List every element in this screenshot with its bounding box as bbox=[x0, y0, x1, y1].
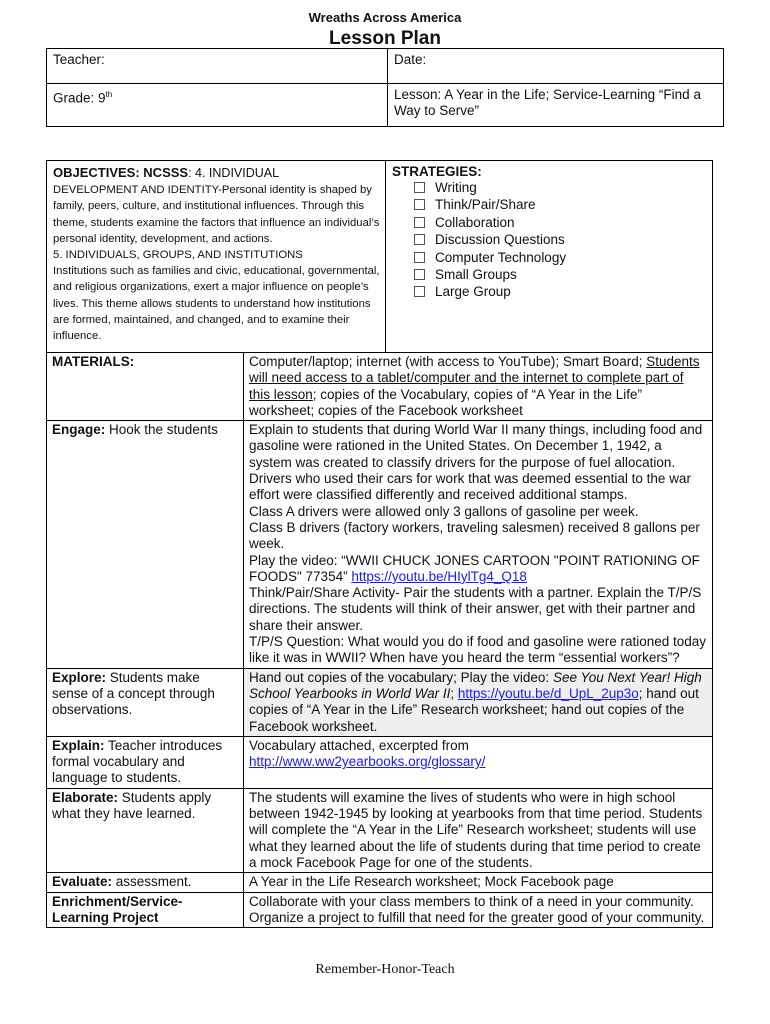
strategy-label: Discussion Questions bbox=[435, 232, 565, 248]
strategy-label: Small Groups bbox=[435, 267, 517, 283]
objectives-text-1: DEVELOPMENT AND IDENTITY-Personal identity is shaped by family, peers, culture, and institutional influences. Through this theme, students examine the factors that influence an individual’s personal identity, development, and actions. bbox=[53, 184, 380, 245]
header-table bbox=[46, 48, 724, 127]
enrichment-label-cell bbox=[47, 892, 244, 928]
materials-text: Computer/laptop; internet (with access to YouTube); Smart Board; bbox=[249, 354, 643, 369]
materials-text-2: ; copies of the Vocabulary, copies of “A Year in the Life” worksheet; copies of the Facebook worksheet bbox=[249, 386, 643, 418]
elaborate-row bbox=[47, 788, 713, 872]
elaborate-label-bold: Elaborate: bbox=[52, 789, 119, 805]
checkbox-icon[interactable] bbox=[414, 286, 425, 297]
strategies-list bbox=[392, 179, 706, 301]
enrichment-label: Enrichment/Service-Learning Project bbox=[52, 893, 183, 925]
glossary-link[interactable]: http://www.ww2yearbooks.org/glossary/ bbox=[249, 754, 486, 770]
engage-tps-question: T/P/S Question: What would you do if food and gasoline were rationed today like it was in WWII? When have you heard the term “essential workers”? bbox=[249, 634, 707, 666]
engage-video: Play the video: “WWII CHUCK JONES CARTOON "POINT RATIONING OF FOODS" 77354” bbox=[249, 552, 700, 584]
engage-label-bold: Engage: bbox=[52, 422, 106, 438]
explain-text: Vocabulary attached, excerpted from bbox=[249, 737, 469, 753]
strategy-label: Think/Pair/Share bbox=[435, 197, 536, 213]
strategy-item bbox=[414, 214, 706, 231]
elaborate-label: Students apply what they have learned. bbox=[52, 789, 212, 822]
engage-tps-activity: Think/Pair/Share Activity- Pair the students with a partner. Explain the T/P/S directions. The students will think of their answer, get with their partner and share their answer. bbox=[249, 585, 702, 633]
engage-class-a: Class A drivers were allowed only 3 gallons of gasoline per week. bbox=[249, 503, 639, 519]
explain-label: Teacher introduces formal vocabulary and language to students. bbox=[52, 737, 223, 786]
checkbox-icon[interactable] bbox=[414, 234, 425, 245]
checkbox-icon[interactable] bbox=[414, 199, 425, 210]
objectives-text-3: Institutions such as families and civic, educational, governmental, and religious organizations, exert a major influence on people’s lives. This theme allows students to understand how institutions are formed, maintained, and changed, and to examine their influence. bbox=[53, 265, 380, 343]
explore-label-bold: Explore: bbox=[52, 669, 107, 685]
enrichment-content bbox=[244, 892, 713, 928]
materials-label: MATERIALS: bbox=[52, 354, 135, 369]
strategy-item bbox=[414, 266, 706, 283]
strategy-item bbox=[414, 196, 706, 213]
page-title: Lesson Plan bbox=[329, 28, 441, 49]
explain-row bbox=[47, 736, 713, 788]
lesson-table bbox=[46, 352, 713, 928]
strategy-label: Large Group bbox=[435, 284, 511, 300]
explore-sep: ; bbox=[450, 685, 458, 701]
strategy-item bbox=[414, 283, 706, 300]
explain-content bbox=[244, 736, 713, 788]
footer-motto: Remember-Honor-Teach bbox=[315, 962, 455, 977]
strategies-heading: STRATEGIES: bbox=[392, 164, 482, 179]
materials-label-cell bbox=[47, 353, 244, 421]
explain-label-cell bbox=[47, 736, 244, 788]
organization-name: Wreaths Across America bbox=[308, 10, 462, 25]
explore-row bbox=[47, 668, 713, 736]
strategy-label: Computer Technology bbox=[435, 249, 567, 265]
lesson-cell bbox=[388, 84, 724, 127]
engage-label: Hook the students bbox=[105, 422, 218, 438]
engage-row bbox=[47, 421, 713, 668]
evaluate-row bbox=[47, 873, 713, 892]
engage-class-b: Class B drivers (factory workers, traveling salesmen) received 8 gallons per week. bbox=[249, 519, 700, 552]
evaluate-label: assessment. bbox=[112, 874, 192, 890]
engage-label-cell bbox=[47, 421, 244, 668]
checkbox-icon[interactable] bbox=[414, 217, 425, 228]
enrichment-row bbox=[47, 892, 713, 928]
engage-paragraph: Explain to students that during World War II many things, including food and gasoline were rationed in the United States. On December 1, 1942, a system was created to classify drivers for the purpose of fuel allocation. Drivers who used their cars for work that was deemed essential to the war effort were classified differently and received additional stamps. bbox=[249, 422, 703, 503]
explore-video-link[interactable]: https://youtu.be/d_UpL_2up3o bbox=[457, 685, 639, 701]
explore-text: Hand out copies of the vocabulary; Play the video: bbox=[249, 669, 553, 685]
explore-video-title: See You Next Year! High School Yearbooks in World War II bbox=[249, 669, 702, 701]
grade-superscript: th bbox=[105, 90, 113, 99]
elaborate-content bbox=[244, 788, 713, 872]
explore-text-2: ; hand out copies of “A Year in the Life” Research worksheet; hand out copies of the Facebook worksheet. bbox=[249, 685, 699, 734]
engage-content bbox=[244, 421, 713, 668]
explain-label-bold: Explain: bbox=[52, 737, 105, 753]
checkbox-icon[interactable] bbox=[414, 252, 425, 263]
teacher-cell bbox=[47, 49, 388, 84]
strategy-label: Collaboration bbox=[435, 214, 515, 230]
evaluate-text: A Year in the Life Research worksheet; Mock Facebook page bbox=[249, 874, 614, 890]
enrichment-text: Collaborate with your class members to think of a need in your community. Organize a project to fulfill that need for the greater good of your community. bbox=[249, 893, 705, 925]
strategy-item bbox=[414, 179, 706, 196]
objectives-heading: OBJECTIVES: NCSSS bbox=[53, 165, 189, 180]
strategy-label: Writing bbox=[435, 180, 477, 195]
objectives-text-2: 5. INDIVIDUALS, GROUPS, AND INSTITUTIONS bbox=[53, 249, 303, 262]
evaluate-label-bold: Evaluate: bbox=[52, 874, 113, 890]
checkbox-icon[interactable] bbox=[414, 182, 425, 193]
date-cell bbox=[388, 49, 724, 84]
strategies-box bbox=[385, 160, 713, 353]
evaluate-label-cell bbox=[47, 873, 244, 892]
objectives-first-line: : 4. INDIVIDUAL bbox=[188, 166, 280, 180]
objectives-box bbox=[46, 160, 386, 353]
materials-underlined: Students will need access to a tablet/computer and the internet to complete part of this lesson bbox=[249, 354, 700, 402]
strategy-item bbox=[414, 249, 706, 266]
engage-video-link[interactable]: https://youtu.be/HIylTg4_Q18 bbox=[351, 568, 527, 584]
materials-row bbox=[47, 353, 713, 421]
grade-label: Grade: 9 bbox=[53, 90, 106, 106]
explore-label: Students make sense of a concept through observations. bbox=[52, 669, 215, 718]
materials-content bbox=[244, 353, 713, 421]
elaborate-text: The students will examine the lives of students who were in high school between 1942-1945 by looking at yearbooks from that time period. Students will complete the “A Year in the Life” Research worksheet; students will use what they learned about the life of students during that time period to create a mock Facebook Page for one of the students. bbox=[249, 789, 703, 870]
grade-cell bbox=[47, 84, 388, 127]
evaluate-content bbox=[244, 873, 713, 892]
checkbox-icon[interactable] bbox=[414, 269, 425, 280]
strategy-item bbox=[414, 231, 706, 248]
lesson-title: Lesson: A Year in the Life; Service-Learning “Find a Way to Serve” bbox=[394, 87, 701, 118]
date-label: Date: bbox=[394, 52, 427, 67]
explore-label-cell bbox=[47, 668, 244, 736]
teacher-label: Teacher: bbox=[53, 52, 105, 67]
elaborate-label-cell bbox=[47, 788, 244, 872]
explore-content bbox=[244, 668, 713, 736]
